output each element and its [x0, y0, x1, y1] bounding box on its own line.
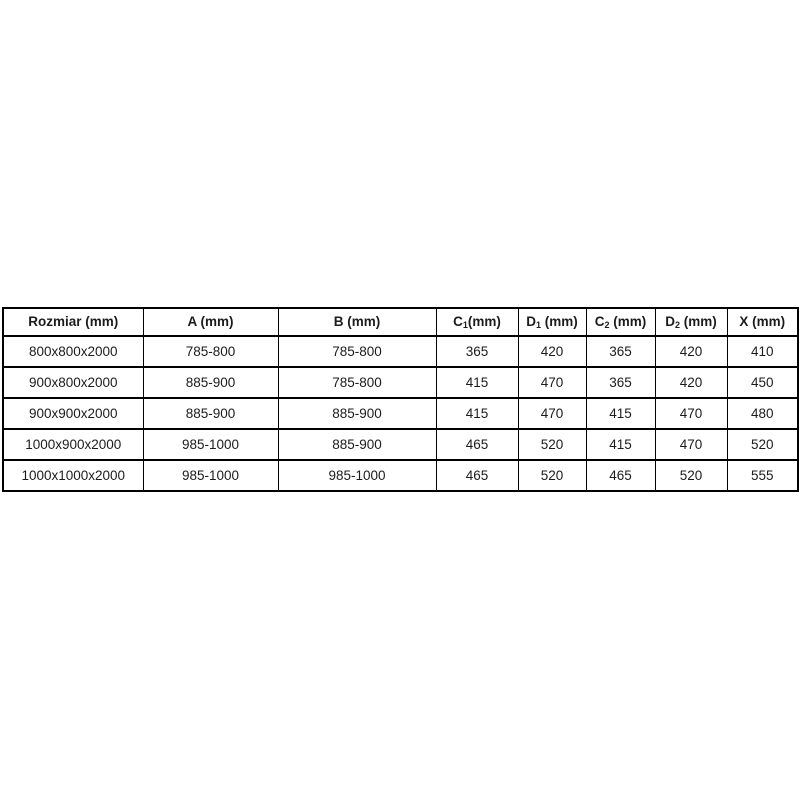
header-label	[453, 314, 501, 329]
table-row	[3, 429, 798, 460]
table-cell-c1: 465	[436, 460, 518, 491]
table-cell-size: 1000x900x2000	[3, 429, 143, 460]
header-subscript: 2	[604, 320, 610, 331]
table-row	[3, 367, 798, 398]
table-row	[3, 336, 798, 367]
table-cell-c2: 415	[586, 429, 655, 460]
table-cell-c2: 415	[586, 398, 655, 429]
header-label: X (mm)	[739, 314, 786, 330]
column-header-b	[278, 308, 436, 336]
table-cell-a: 985-1000	[143, 460, 278, 491]
table-cell-b: 985-1000	[278, 460, 436, 491]
column-header-d2	[655, 308, 727, 336]
table-cell-x: 555	[727, 460, 798, 491]
table-cell-c1: 415	[436, 398, 518, 429]
table-row	[3, 460, 798, 491]
table-row	[3, 398, 798, 429]
table-cell-a: 985-1000	[143, 429, 278, 460]
table-cell-d1: 520	[518, 460, 586, 491]
table-header-row	[3, 308, 798, 336]
header-base: D	[526, 314, 536, 330]
column-header-a	[143, 308, 278, 336]
table-cell-d1: 520	[518, 429, 586, 460]
header-label: A (mm)	[187, 314, 234, 330]
header-label: Rozmiar (mm)	[28, 314, 119, 330]
header-subscript: 1	[535, 320, 541, 331]
table-cell-c1: 415	[436, 367, 518, 398]
table-cell-d2: 470	[655, 398, 727, 429]
table-cell-x: 480	[727, 398, 798, 429]
header-subscript: 2	[674, 320, 680, 331]
header-label	[665, 314, 717, 329]
table-cell-b: 885-900	[278, 429, 436, 460]
header-rest: (mm)	[541, 314, 578, 330]
column-header-c1	[436, 308, 518, 336]
table-cell-d1: 470	[518, 398, 586, 429]
table-cell-a: 785-800	[143, 336, 278, 367]
table-cell-b: 885-900	[278, 398, 436, 429]
header-label	[526, 314, 578, 329]
header-rest: (mm)	[680, 314, 717, 330]
table-cell-size: 900x900x2000	[3, 398, 143, 429]
column-header-d1	[518, 308, 586, 336]
table-cell-d1: 470	[518, 367, 586, 398]
header-base: D	[665, 314, 675, 330]
header-subscript: 1	[462, 320, 468, 331]
table-cell-c2: 365	[586, 367, 655, 398]
table-cell-c1: 365	[436, 336, 518, 367]
table-cell-size: 900x800x2000	[3, 367, 143, 398]
table-cell-x: 520	[727, 429, 798, 460]
table-cell-d2: 520	[655, 460, 727, 491]
table-cell-x: 450	[727, 367, 798, 398]
dimensions-table	[2, 307, 799, 492]
table-cell-d2: 470	[655, 429, 727, 460]
table-cell-size: 1000x1000x2000	[3, 460, 143, 491]
header-label: B (mm)	[333, 314, 381, 330]
header-rest: (mm)	[609, 314, 647, 330]
table-cell-b: 785-800	[278, 336, 436, 367]
column-header-rozmiar	[3, 308, 143, 336]
header-rest: (mm)	[467, 314, 501, 330]
header-label	[595, 314, 647, 329]
column-header-c2	[586, 308, 655, 336]
table-cell-d1: 420	[518, 336, 586, 367]
table-cell-d2: 420	[655, 336, 727, 367]
table-cell-x: 410	[727, 336, 798, 367]
header-base: C	[594, 314, 605, 330]
table-cell-c2: 465	[586, 460, 655, 491]
table-cell-d2: 420	[655, 367, 727, 398]
table-cell-size: 800x800x2000	[3, 336, 143, 367]
header-base: C	[453, 314, 463, 330]
table-cell-a: 885-900	[143, 398, 278, 429]
table-cell-a: 885-900	[143, 367, 278, 398]
column-header-x	[727, 308, 798, 336]
table-cell-c2: 365	[586, 336, 655, 367]
table-cell-b: 785-800	[278, 367, 436, 398]
table-cell-c1: 465	[436, 429, 518, 460]
